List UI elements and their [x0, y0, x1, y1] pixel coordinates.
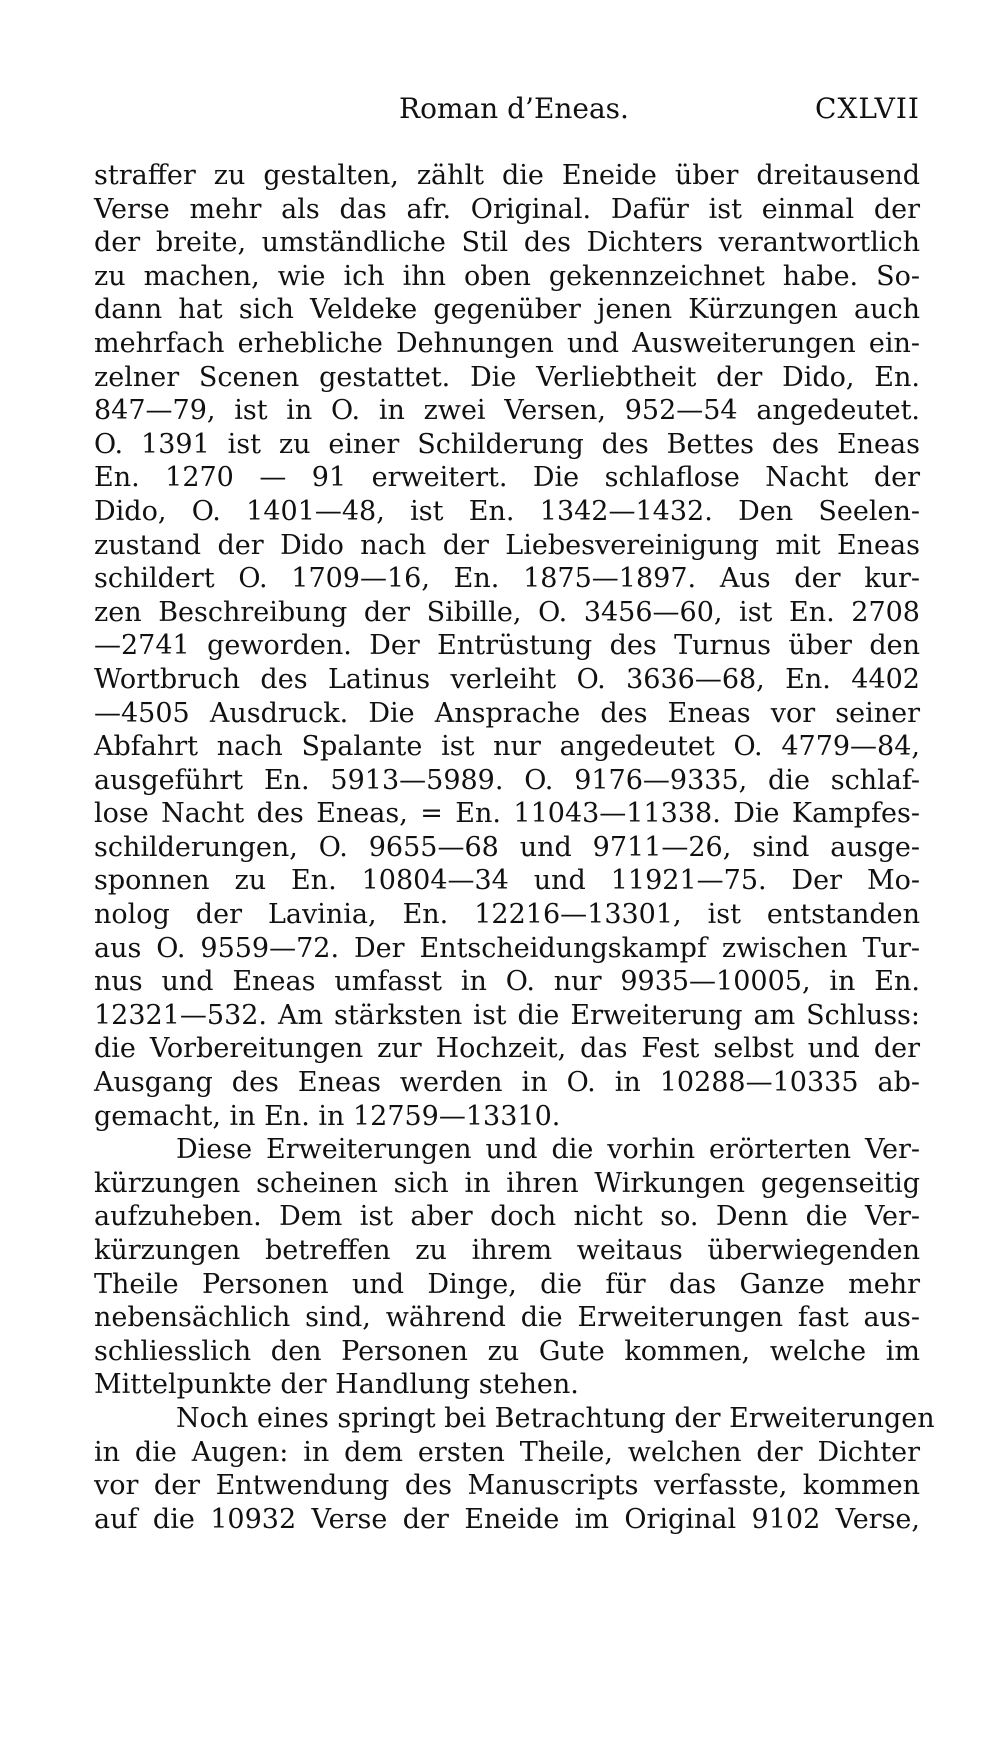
text-line: aufzuheben. Dem ist aber doch nicht so. Denn die Ver- [94, 1201, 920, 1233]
text-line: aus O. 9559—72. Der Entscheidungskampf zwischen Tur- [94, 932, 920, 964]
text-line: —2741 geworden. Der Entrüstung des Turnus über den [94, 630, 920, 662]
text-line: nolog der Lavinia, En. 12216—13301, ist entstanden [94, 899, 920, 931]
text-line: 12321—532. Am stärksten ist die Erweiterung am Schluss: [94, 999, 920, 1031]
text-line: En. 1270 — 91 erweitert. Die schlaflose Nacht der [94, 462, 920, 494]
paragraph-start-line: Diese Erweiterungen und die vorhin erörterten Ver- [176, 1134, 920, 1166]
text-line: kürzungen scheinen sich in ihren Wirkungen gegenseitig [94, 1167, 920, 1199]
text-line: die Vorbereitungen zur Hochzeit, das Fest selbst und der [94, 1033, 920, 1065]
text-line: —4505 Ausdruck. Die Ansprache des Eneas vor seiner [94, 697, 920, 729]
running-head [94, 92, 920, 132]
text-line: in die Augen: in dem ersten Theile, welchen der Dichter [94, 1436, 920, 1468]
body-text [94, 159, 935, 1536]
text-line: auf die 10932 Verse der Eneide im Original 9102 Verse, [94, 1503, 920, 1535]
text-line: zelner Scenen gestattet. Die Verliebtheit der Dido, En. [94, 361, 920, 393]
text-line: der breite, umständliche Stil des Dichters verantwortlich [94, 227, 920, 259]
text-line: lose Nacht des Eneas, = En. 11043—11338. Die Kampfes- [94, 798, 920, 830]
text-line: mehrfach erhebliche Dehnungen und Ausweiterungen ein- [94, 327, 920, 359]
text-line: nus und Eneas umfasst in O. nur 9935—10005, in En. [94, 966, 920, 998]
text-line: sponnen zu En. 10804—34 und 11921—75. Der Mo- [94, 865, 920, 897]
text-line: straffer zu gestalten, zählt die Eneide über dreitausend [94, 160, 920, 191]
text-line: nebensächlich sind, während die Erweiterungen fast aus- [94, 1302, 920, 1334]
paragraph-end-line: gemacht, in En. in 12759—13310. [94, 1100, 561, 1132]
text-line: ausgeführt En. 5913—5989. O. 9176—9335, die schlaf- [94, 764, 920, 796]
running-title: Roman d’Eneas. [399, 92, 629, 125]
text-line: Wortbruch des Latinus verleiht O. 3636—68, En. 4402 [94, 663, 920, 695]
paragraph-start-line: Noch eines springt bei Betrachtung der Erweiterungen [176, 1402, 935, 1434]
text-line: Verse mehr als das afr. Original. Dafür ist einmal der [94, 193, 920, 225]
text-line: schilderungen, O. 9655—68 und 9711—26, sind ausge- [94, 831, 920, 863]
text-line: zu machen, wie ich ihn oben gekennzeichnet habe. So- [94, 260, 920, 292]
text-line: Ausgang des Eneas werden in O. in 10288—10335 ab- [94, 1067, 920, 1099]
text-line: dann hat sich Veldeke gegenüber jenen Kürzungen auch [94, 294, 920, 326]
text-line: kürzungen betreffen zu ihrem weitaus überwiegenden [94, 1235, 920, 1266]
paragraph-end-line: Mittelpunkte der Handlung stehen. [94, 1369, 579, 1401]
text-line: zen Beschreibung der Sibille, O. 3456—60, ist En. 2708 [94, 596, 920, 628]
text-line: schildert O. 1709—16, En. 1875—1897. Aus der kur- [94, 563, 920, 595]
text-line: schliesslich den Personen zu Gute kommen, welche im [94, 1335, 920, 1367]
text-line: zustand der Dido nach der Liebesvereinigung mit Eneas [94, 529, 920, 561]
text-line: Theile Personen und Dinge, die für das Ganze mehr [94, 1268, 920, 1300]
text-line: Abfahrt nach Spalante ist nur angedeutet O. 4779—84, [94, 731, 920, 763]
text-line: vor der Entwendung des Manuscripts verfasste, kommen [94, 1470, 920, 1502]
text-line: O. 1391 ist zu einer Schilderung des Bettes des Eneas [94, 428, 920, 460]
page-number: CXLVII [815, 92, 920, 125]
text-line: 847—79, ist in O. in zwei Versen, 952—54 angedeutet. [94, 395, 920, 427]
text-line: Dido, O. 1401—48, ist En. 1342—1432. Den Seelen- [94, 495, 920, 527]
